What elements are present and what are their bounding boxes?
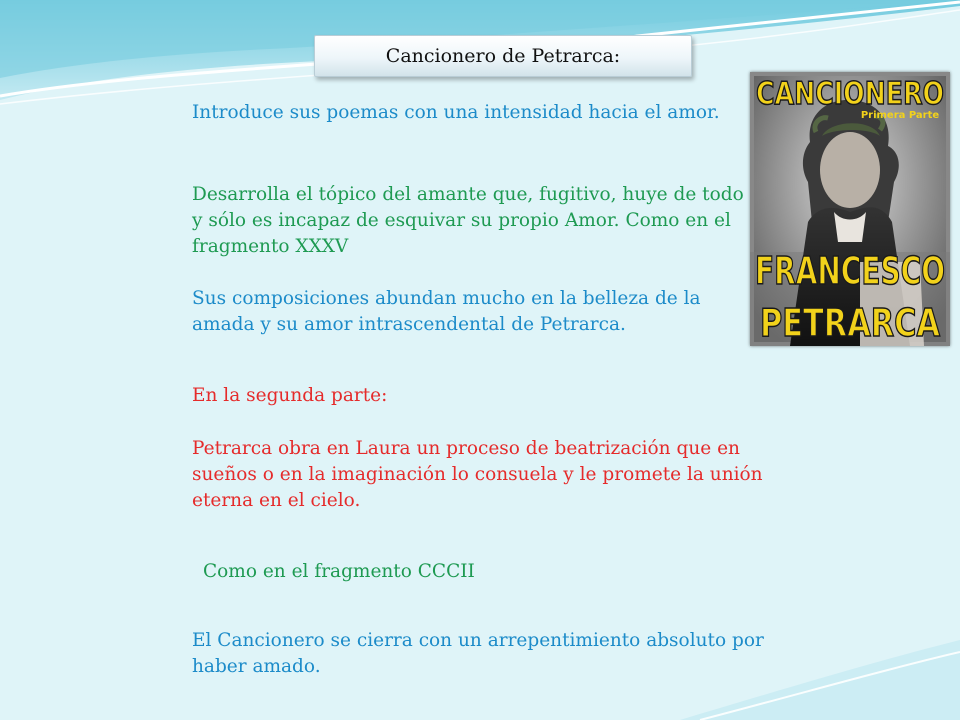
closing-paragraph: El Cancionero se cierra con un arrepentimiento absoluto por haber amado.	[192, 630, 764, 677]
cover-author-first: FRANCESCO	[755, 249, 945, 293]
intro-paragraph: Introduce sus poemas con una intensidad hacia el amor.	[192, 102, 720, 123]
cover-top-title: CANCIONERO	[756, 76, 944, 112]
slide-title: Cancionero de Petrarca:	[385, 45, 621, 67]
second-part-heading: En la segunda parte:	[192, 385, 388, 406]
beauty-paragraph: Sus composiciones abundan mucho en la belleza de la amada y su amor intrascendental de Petrarca.	[192, 288, 701, 335]
laura-paragraph: Petrarca obra en Laura un proceso de beatrización que en sueños o en la imaginación lo consuela y le promete la unión eterna en el cielo.	[192, 438, 763, 511]
fragment-paragraph: Como en el fragmento CCCII	[203, 561, 475, 582]
topic-paragraph: Desarrolla el tópico del amante que, fugitivo, huye de todo y sólo es incapaz de esquivar su propio Amor. Como en el fragmento XXXV	[192, 184, 744, 257]
cover-subtitle: Primera Parte	[860, 110, 940, 121]
cover-author-last: PETRARCA	[760, 301, 941, 345]
book-cover-image	[750, 72, 950, 346]
slide-title-box	[314, 35, 692, 77]
